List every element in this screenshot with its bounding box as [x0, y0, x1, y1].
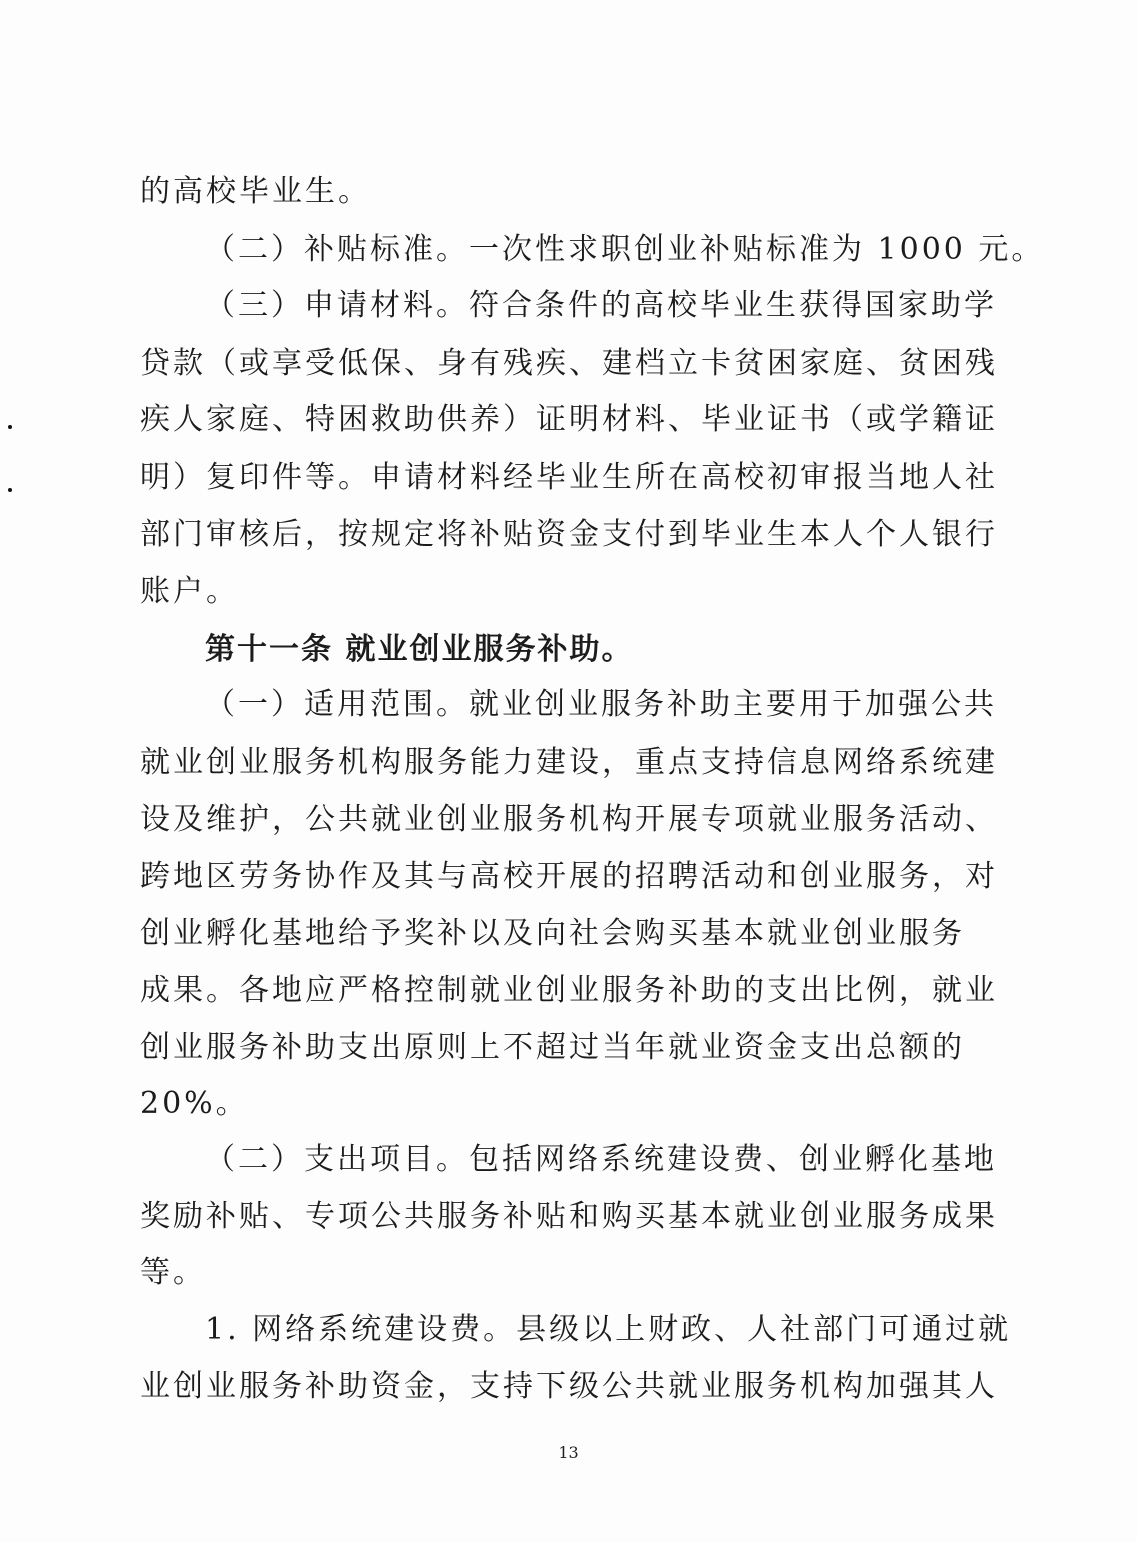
- text-line: 部门审核后，按规定将补贴资金支付到毕业生本人个人银行: [140, 517, 998, 552]
- text-line: （二）补贴标准。一次性求职创业补贴标准为 1000 元。: [205, 232, 1045, 267]
- text-line: 创业孵化基地给予奖补以及向社会购买基本就业创业服务: [140, 916, 965, 951]
- scan-speck: [8, 488, 12, 492]
- text-line: 账户。: [140, 574, 239, 609]
- text-line: 等。: [140, 1255, 206, 1290]
- text-line: 贷款（或享受低保、身有残疾、建档立卡贫困家庭、贫困残: [140, 346, 998, 381]
- text-line: 1. 网络系统建设费。县级以上财政、人社部门可通过就: [205, 1312, 1012, 1347]
- page-number: 13: [558, 1443, 579, 1462]
- article-heading: 第十一条 就业创业服务补助。: [205, 632, 634, 667]
- text-line: 创业服务补助支出原则上不超过当年就业资金支出总额的: [140, 1030, 965, 1065]
- text-line: 疾人家庭、特困救助供养）证明材料、毕业证书（或学籍证: [140, 402, 998, 437]
- text-line: （二）支出项目。包括网络系统建设费、创业孵化基地: [205, 1142, 997, 1177]
- text-line: （三）申请材料。符合条件的高校毕业生获得国家助学: [205, 288, 997, 323]
- text-line: 成果。各地应严格控制就业创业服务补助的支出比例，就业: [140, 973, 998, 1008]
- text-line: 业创业服务补助资金，支持下级公共就业服务机构加强其人: [140, 1369, 998, 1404]
- text-line: 明）复印件等。申请材料经毕业生所在高校初审报当地人社: [140, 460, 998, 495]
- text-line: 奖励补贴、专项公共服务补贴和购买基本就业创业服务成果: [140, 1199, 998, 1234]
- text-line: （一）适用范围。就业创业服务补助主要用于加强公共: [205, 687, 997, 722]
- text-line: 20%。: [140, 1086, 249, 1121]
- text-line: 设及维护，公共就业创业服务机构开展专项就业服务活动、: [140, 802, 998, 837]
- text-line: 跨地区劳务协作及其与高校开展的招聘活动和创业服务，对: [140, 859, 998, 894]
- text-line: 就业创业服务机构服务能力建设，重点支持信息网络系统建: [140, 745, 998, 780]
- scan-speck: [8, 425, 12, 429]
- text-line: 的高校毕业生。: [140, 174, 371, 209]
